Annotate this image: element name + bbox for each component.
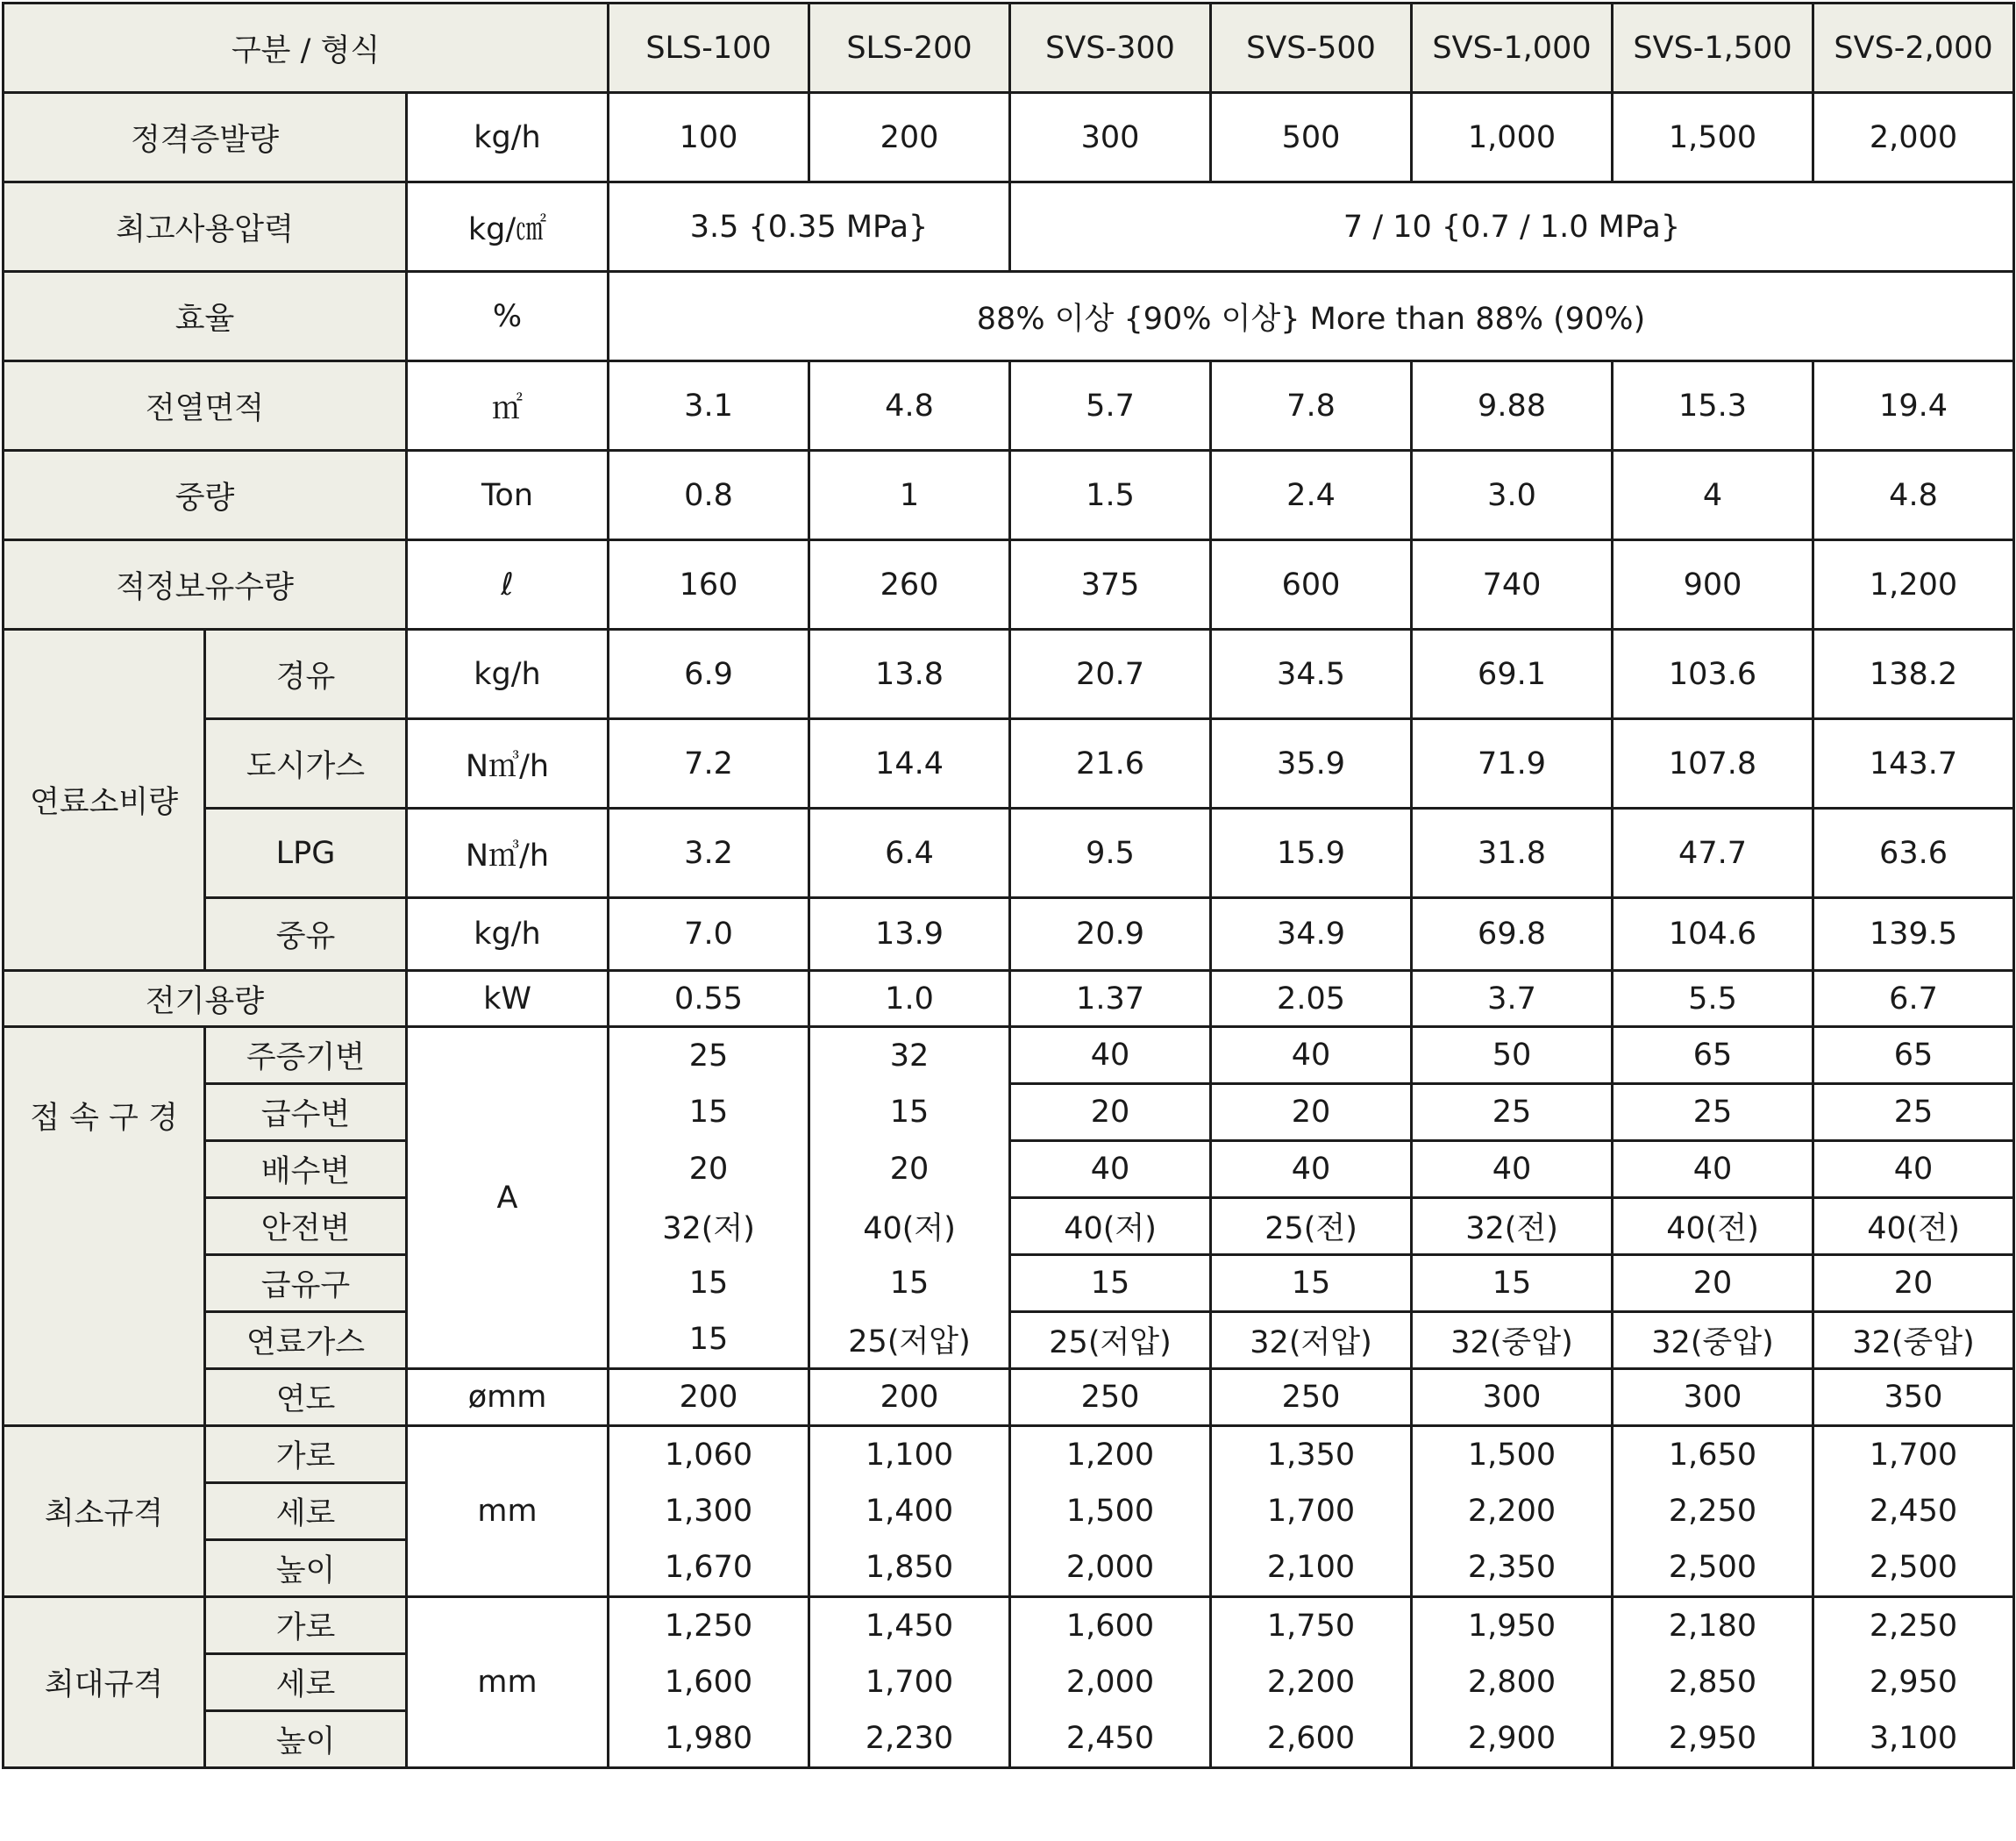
value-cell: 31.8 bbox=[1412, 809, 1613, 898]
value-cell: 7 / 10 {0.7 / 1.0 MPa} bbox=[1010, 182, 2014, 272]
unit-cell: N㎥/h bbox=[407, 719, 609, 809]
value-cell: 1,650 bbox=[1613, 1426, 1813, 1483]
sub-label: 급유구 bbox=[205, 1255, 407, 1312]
value-cell: 500 bbox=[1211, 93, 1412, 182]
value-cell: 1,350 bbox=[1211, 1426, 1412, 1483]
value-cell: 32(중압) bbox=[1613, 1312, 1813, 1369]
value-cell: 9.88 bbox=[1412, 361, 1613, 451]
value-cell: 32(저압) bbox=[1211, 1312, 1412, 1369]
value-cell: 32(저) bbox=[609, 1198, 809, 1255]
value-cell: 50 bbox=[1412, 1027, 1613, 1084]
table-row bbox=[4, 1141, 2014, 1198]
value-cell: 5.5 bbox=[1613, 971, 1813, 1027]
value-cell: 25 bbox=[609, 1027, 809, 1084]
group-label: 접 속 구 경 bbox=[4, 1027, 205, 1426]
unit-cell: mm bbox=[407, 1597, 609, 1768]
value-cell: 1,500 bbox=[1010, 1483, 1211, 1540]
value-cell: 2,950 bbox=[1813, 1654, 2014, 1711]
table-row bbox=[4, 719, 2014, 809]
row-label: 효율 bbox=[4, 272, 407, 361]
value-cell: 1.5 bbox=[1010, 451, 1211, 540]
table-row bbox=[4, 1540, 2014, 1597]
value-cell: 0.8 bbox=[609, 451, 809, 540]
header-row bbox=[4, 4, 2014, 93]
table-row bbox=[4, 898, 2014, 971]
unit-cell: A bbox=[407, 1027, 609, 1369]
unit-cell: N㎥/h bbox=[407, 809, 609, 898]
value-cell: 40(전) bbox=[1813, 1198, 2014, 1255]
boiler-spec-table bbox=[2, 2, 2015, 1769]
value-cell: 100 bbox=[609, 93, 809, 182]
value-cell: 2,230 bbox=[809, 1711, 1010, 1768]
value-cell: 20 bbox=[1211, 1084, 1412, 1141]
value-cell: 2,450 bbox=[1010, 1711, 1211, 1768]
value-cell: 2,450 bbox=[1813, 1483, 2014, 1540]
sub-label: 연도 bbox=[205, 1369, 407, 1426]
value-cell: 88% 이상 {90% 이상} More than 88% (90%) bbox=[609, 272, 2014, 361]
group-label: 최대규격 bbox=[4, 1597, 205, 1768]
value-cell: 300 bbox=[1613, 1369, 1813, 1426]
value-cell: 1,600 bbox=[609, 1654, 809, 1711]
sub-label: 세로 bbox=[205, 1483, 407, 1540]
value-cell: 1,060 bbox=[609, 1426, 809, 1483]
value-cell: 15 bbox=[1412, 1255, 1613, 1312]
sub-label: 안전변 bbox=[205, 1198, 407, 1255]
value-cell: 20 bbox=[1613, 1255, 1813, 1312]
value-cell: 300 bbox=[1412, 1369, 1613, 1426]
value-cell: 1,850 bbox=[809, 1540, 1010, 1597]
row-label: 전열면적 bbox=[4, 361, 407, 451]
value-cell: 20 bbox=[1813, 1255, 2014, 1312]
value-cell: 2,100 bbox=[1211, 1540, 1412, 1597]
value-cell: 13.8 bbox=[809, 630, 1010, 719]
value-cell: 1.37 bbox=[1010, 971, 1211, 1027]
value-cell: 103.6 bbox=[1613, 630, 1813, 719]
value-cell: 2.05 bbox=[1211, 971, 1412, 1027]
table-row bbox=[4, 1084, 2014, 1141]
value-cell: 40 bbox=[1211, 1141, 1412, 1198]
value-cell: 5.7 bbox=[1010, 361, 1211, 451]
unit-cell: ㎡ bbox=[407, 361, 609, 451]
header-label: 구분 / 형식 bbox=[4, 4, 609, 93]
unit-cell: ømm bbox=[407, 1369, 609, 1426]
value-cell: 15.3 bbox=[1613, 361, 1813, 451]
value-cell: 160 bbox=[609, 540, 809, 630]
value-cell: 15 bbox=[809, 1255, 1010, 1312]
value-cell: 1.0 bbox=[809, 971, 1010, 1027]
value-cell: 20 bbox=[809, 1141, 1010, 1198]
value-cell: 3.7 bbox=[1412, 971, 1613, 1027]
value-cell: 1,980 bbox=[609, 1711, 809, 1768]
unit-cell: kg/h bbox=[407, 898, 609, 971]
sub-label: 경유 bbox=[205, 630, 407, 719]
row-label: 정격증발량 bbox=[4, 93, 407, 182]
value-cell: 6.9 bbox=[609, 630, 809, 719]
sub-label: 연료가스 bbox=[205, 1312, 407, 1369]
value-cell: 9.5 bbox=[1010, 809, 1211, 898]
value-cell: 1,400 bbox=[809, 1483, 1010, 1540]
table-row bbox=[4, 1312, 2014, 1369]
value-cell: 65 bbox=[1613, 1027, 1813, 1084]
model-header: SVS-300 bbox=[1010, 4, 1211, 93]
value-cell: 15 bbox=[809, 1084, 1010, 1141]
value-cell: 32(중압) bbox=[1412, 1312, 1613, 1369]
table-row bbox=[4, 630, 2014, 719]
value-cell: 15 bbox=[609, 1312, 809, 1369]
value-cell: 63.6 bbox=[1813, 809, 2014, 898]
value-cell: 6.7 bbox=[1813, 971, 2014, 1027]
value-cell: 2,000 bbox=[1010, 1654, 1211, 1711]
unit-cell: kg/h bbox=[407, 93, 609, 182]
value-cell: 25(저압) bbox=[1010, 1312, 1211, 1369]
value-cell: 2,800 bbox=[1412, 1654, 1613, 1711]
value-cell: 1,000 bbox=[1412, 93, 1613, 182]
value-cell: 1,100 bbox=[809, 1426, 1010, 1483]
value-cell: 1 bbox=[809, 451, 1010, 540]
value-cell: 40 bbox=[1010, 1027, 1211, 1084]
value-cell: 20 bbox=[1010, 1084, 1211, 1141]
model-header: SVS-1,500 bbox=[1613, 4, 1813, 93]
value-cell: 40(저) bbox=[1010, 1198, 1211, 1255]
value-cell: 250 bbox=[1010, 1369, 1211, 1426]
value-cell: 250 bbox=[1211, 1369, 1412, 1426]
value-cell: 1,250 bbox=[609, 1597, 809, 1654]
value-cell: 19.4 bbox=[1813, 361, 2014, 451]
value-cell: 2,180 bbox=[1613, 1597, 1813, 1654]
value-cell: 7.2 bbox=[609, 719, 809, 809]
value-cell: 15 bbox=[609, 1255, 809, 1312]
value-cell: 2,500 bbox=[1813, 1540, 2014, 1597]
value-cell: 4.8 bbox=[809, 361, 1010, 451]
value-cell: 1,200 bbox=[1813, 540, 2014, 630]
sub-label: 높이 bbox=[205, 1540, 407, 1597]
sub-label: 세로 bbox=[205, 1654, 407, 1711]
model-header: SVS-2,000 bbox=[1813, 4, 2014, 93]
value-cell: 4.8 bbox=[1813, 451, 2014, 540]
table-row bbox=[4, 361, 2014, 451]
value-cell: 20.9 bbox=[1010, 898, 1211, 971]
value-cell: 2,950 bbox=[1613, 1711, 1813, 1768]
value-cell: 2,500 bbox=[1613, 1540, 1813, 1597]
value-cell: 15 bbox=[609, 1084, 809, 1141]
value-cell: 2,850 bbox=[1613, 1654, 1813, 1711]
value-cell: 69.1 bbox=[1412, 630, 1613, 719]
table-row bbox=[4, 1654, 2014, 1711]
value-cell: 40(전) bbox=[1613, 1198, 1813, 1255]
table-row bbox=[4, 971, 2014, 1027]
value-cell: 7.8 bbox=[1211, 361, 1412, 451]
value-cell: 1,700 bbox=[1211, 1483, 1412, 1540]
unit-cell: mm bbox=[407, 1426, 609, 1597]
value-cell: 15 bbox=[1211, 1255, 1412, 1312]
row-label: 중량 bbox=[4, 451, 407, 540]
value-cell: 2,250 bbox=[1613, 1483, 1813, 1540]
value-cell: 3.0 bbox=[1412, 451, 1613, 540]
value-cell: 200 bbox=[809, 1369, 1010, 1426]
value-cell: 1,200 bbox=[1010, 1426, 1211, 1483]
value-cell: 25 bbox=[1813, 1084, 2014, 1141]
value-cell: 40(저) bbox=[809, 1198, 1010, 1255]
table-row bbox=[4, 272, 2014, 361]
value-cell: 25 bbox=[1412, 1084, 1613, 1141]
value-cell: 40 bbox=[1613, 1141, 1813, 1198]
model-header: SLS-100 bbox=[609, 4, 809, 93]
value-cell: 40 bbox=[1813, 1141, 2014, 1198]
value-cell: 40 bbox=[1010, 1141, 1211, 1198]
value-cell: 138.2 bbox=[1813, 630, 2014, 719]
value-cell: 20 bbox=[609, 1141, 809, 1198]
value-cell: 25 bbox=[1613, 1084, 1813, 1141]
value-cell: 65 bbox=[1813, 1027, 2014, 1084]
row-label: 전기용량 bbox=[4, 971, 407, 1027]
sub-label: 가로 bbox=[205, 1426, 407, 1483]
value-cell: 3.2 bbox=[609, 809, 809, 898]
table-row bbox=[4, 182, 2014, 272]
value-cell: 1,500 bbox=[1412, 1426, 1613, 1483]
table-row bbox=[4, 1426, 2014, 1483]
value-cell: 104.6 bbox=[1613, 898, 1813, 971]
sub-label: 급수변 bbox=[205, 1084, 407, 1141]
value-cell: 32 bbox=[809, 1027, 1010, 1084]
value-cell: 6.4 bbox=[809, 809, 1010, 898]
value-cell: 40 bbox=[1211, 1027, 1412, 1084]
value-cell: 1,700 bbox=[1813, 1426, 2014, 1483]
table-row bbox=[4, 809, 2014, 898]
value-cell: 1,670 bbox=[609, 1540, 809, 1597]
value-cell: 300 bbox=[1010, 93, 1211, 182]
value-cell: 15 bbox=[1010, 1255, 1211, 1312]
value-cell: 1,500 bbox=[1613, 93, 1813, 182]
value-cell: 15.9 bbox=[1211, 809, 1412, 898]
value-cell: 2.4 bbox=[1211, 451, 1412, 540]
table-row bbox=[4, 93, 2014, 182]
table-row bbox=[4, 451, 2014, 540]
table-row bbox=[4, 1597, 2014, 1654]
table-row bbox=[4, 1369, 2014, 1426]
unit-cell: kW bbox=[407, 971, 609, 1027]
value-cell: 32(중압) bbox=[1813, 1312, 2014, 1369]
value-cell: 2,250 bbox=[1813, 1597, 2014, 1654]
value-cell: 1,700 bbox=[809, 1654, 1010, 1711]
value-cell: 20.7 bbox=[1010, 630, 1211, 719]
value-cell: 2,200 bbox=[1412, 1483, 1613, 1540]
value-cell: 200 bbox=[809, 93, 1010, 182]
value-cell: 0.55 bbox=[609, 971, 809, 1027]
value-cell: 3.5 {0.35 MPa} bbox=[609, 182, 1010, 272]
sub-label: 높이 bbox=[205, 1711, 407, 1768]
unit-cell: kg/㎠ bbox=[407, 182, 609, 272]
value-cell: 1,750 bbox=[1211, 1597, 1412, 1654]
sub-label: 도시가스 bbox=[205, 719, 407, 809]
value-cell: 200 bbox=[609, 1369, 809, 1426]
value-cell: 900 bbox=[1613, 540, 1813, 630]
model-header: SVS-500 bbox=[1211, 4, 1412, 93]
unit-cell: ℓ bbox=[407, 540, 609, 630]
value-cell: 71.9 bbox=[1412, 719, 1613, 809]
value-cell: 1,450 bbox=[809, 1597, 1010, 1654]
sub-label: 가로 bbox=[205, 1597, 407, 1654]
sub-label: 주증기변 bbox=[205, 1027, 407, 1084]
unit-cell: Ton bbox=[407, 451, 609, 540]
table-row bbox=[4, 1198, 2014, 1255]
value-cell: 2,600 bbox=[1211, 1711, 1412, 1768]
row-label: 적정보유수량 bbox=[4, 540, 407, 630]
model-header: SVS-1,000 bbox=[1412, 4, 1613, 93]
value-cell: 34.9 bbox=[1211, 898, 1412, 971]
value-cell: 69.8 bbox=[1412, 898, 1613, 971]
model-header: SLS-200 bbox=[809, 4, 1010, 93]
value-cell: 13.9 bbox=[809, 898, 1010, 971]
value-cell: 32(전) bbox=[1412, 1198, 1613, 1255]
value-cell: 14.4 bbox=[809, 719, 1010, 809]
value-cell: 2,000 bbox=[1813, 93, 2014, 182]
value-cell: 260 bbox=[809, 540, 1010, 630]
value-cell: 1,600 bbox=[1010, 1597, 1211, 1654]
value-cell: 2,900 bbox=[1412, 1711, 1613, 1768]
value-cell: 21.6 bbox=[1010, 719, 1211, 809]
table-row bbox=[4, 1483, 2014, 1540]
value-cell: 7.0 bbox=[609, 898, 809, 971]
value-cell: 143.7 bbox=[1813, 719, 2014, 809]
unit-cell: kg/h bbox=[407, 630, 609, 719]
value-cell: 1,950 bbox=[1412, 1597, 1613, 1654]
sub-label: LPG bbox=[205, 809, 407, 898]
value-cell: 40 bbox=[1412, 1141, 1613, 1198]
table-row bbox=[4, 1027, 2014, 1084]
table-row bbox=[4, 540, 2014, 630]
value-cell: 600 bbox=[1211, 540, 1412, 630]
value-cell: 4 bbox=[1613, 451, 1813, 540]
value-cell: 2,350 bbox=[1412, 1540, 1613, 1597]
row-label: 최고사용압력 bbox=[4, 182, 407, 272]
value-cell: 25(전) bbox=[1211, 1198, 1412, 1255]
group-label: 최소규격 bbox=[4, 1426, 205, 1597]
sub-label: 중유 bbox=[205, 898, 407, 971]
value-cell: 47.7 bbox=[1613, 809, 1813, 898]
value-cell: 350 bbox=[1813, 1369, 2014, 1426]
sub-label: 배수변 bbox=[205, 1141, 407, 1198]
value-cell: 2,000 bbox=[1010, 1540, 1211, 1597]
value-cell: 139.5 bbox=[1813, 898, 2014, 971]
value-cell: 25(저압) bbox=[809, 1312, 1010, 1369]
value-cell: 740 bbox=[1412, 540, 1613, 630]
value-cell: 3,100 bbox=[1813, 1711, 2014, 1768]
table-row bbox=[4, 1255, 2014, 1312]
unit-cell: % bbox=[407, 272, 609, 361]
value-cell: 1,300 bbox=[609, 1483, 809, 1540]
group-label: 연료소비량 bbox=[4, 630, 205, 971]
value-cell: 375 bbox=[1010, 540, 1211, 630]
value-cell: 2,200 bbox=[1211, 1654, 1412, 1711]
value-cell: 3.1 bbox=[609, 361, 809, 451]
value-cell: 35.9 bbox=[1211, 719, 1412, 809]
value-cell: 107.8 bbox=[1613, 719, 1813, 809]
value-cell: 34.5 bbox=[1211, 630, 1412, 719]
table-row bbox=[4, 1711, 2014, 1768]
